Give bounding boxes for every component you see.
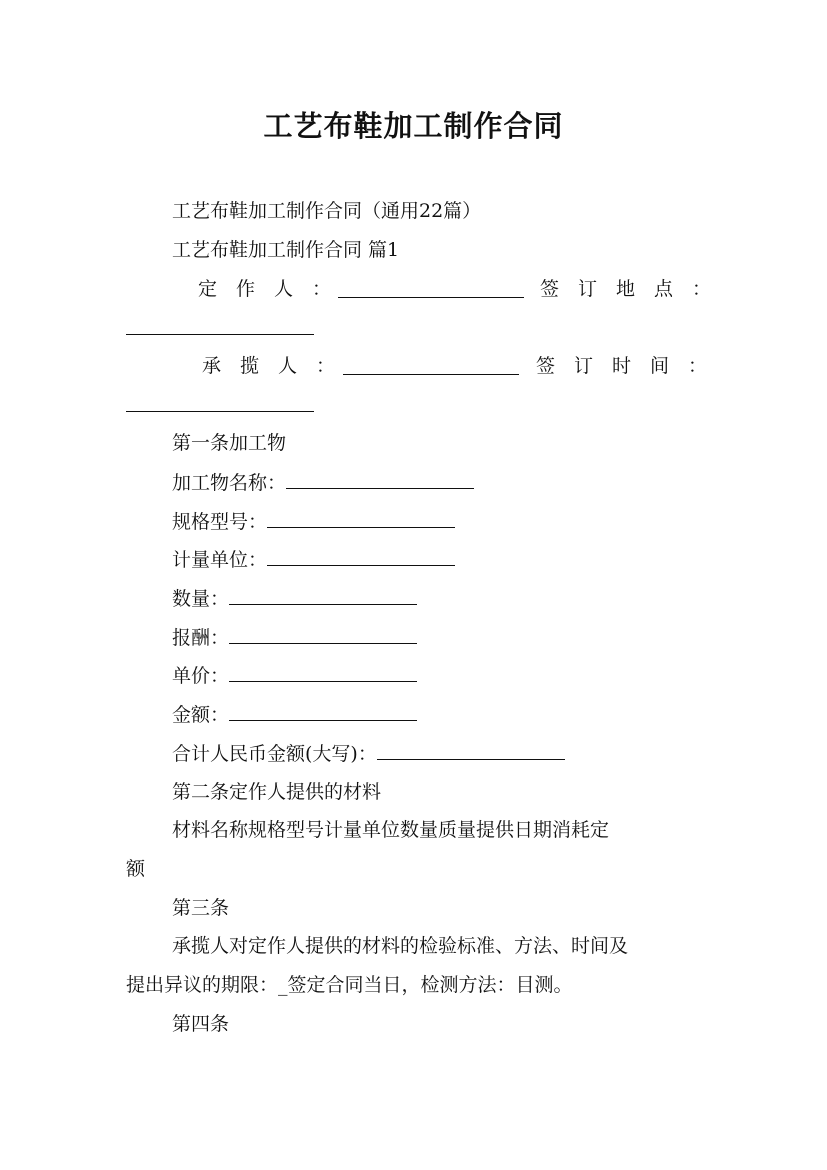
field-unit-price bbox=[172, 663, 417, 688]
field-total-rmb bbox=[172, 741, 565, 766]
article3-heading: 第三条 bbox=[172, 897, 230, 919]
field-blank[interactable] bbox=[377, 741, 565, 760]
field-amount bbox=[172, 702, 417, 727]
party2-time-blank[interactable] bbox=[126, 393, 314, 418]
document-subtitle: 工艺布鞋加工制作合同（通用22篇） bbox=[172, 200, 482, 222]
field-label: 合计人民币金额(大写)： bbox=[172, 743, 377, 765]
party2-label: 承 揽 人 ： bbox=[202, 355, 336, 377]
article4-heading: 第四条 bbox=[172, 1013, 230, 1035]
field-blank[interactable] bbox=[267, 509, 455, 528]
field-label: 数量： bbox=[172, 588, 230, 610]
field-blank[interactable] bbox=[267, 547, 455, 566]
field-label: 金额： bbox=[172, 704, 230, 726]
party1-place-label: 签 订 地 点 ： bbox=[540, 278, 712, 300]
article2-text-line1: 材料名称规格型号计量单位数量质量提供日期消耗定 bbox=[172, 819, 610, 841]
field-quantity bbox=[172, 586, 417, 611]
field-blank[interactable] bbox=[286, 470, 474, 489]
section-heading: 工艺布鞋加工制作合同 篇1 bbox=[172, 239, 400, 261]
party2-row bbox=[126, 354, 708, 378]
field-label: 报酬： bbox=[172, 627, 230, 649]
party1-place-blank[interactable] bbox=[126, 316, 314, 341]
article3-text-line1: 承揽人对定作人提供的材料的检验标准、方法、时间及 bbox=[172, 935, 629, 957]
field-blank[interactable] bbox=[229, 625, 417, 644]
document-title: 工艺布鞋加工制作合同 bbox=[263, 109, 564, 143]
article2-heading: 第二条定作人提供的材料 bbox=[172, 781, 382, 803]
article2-text-line2: 额 bbox=[126, 858, 146, 880]
field-blank[interactable] bbox=[229, 702, 417, 721]
field-remuneration bbox=[172, 625, 417, 650]
field-spec-model bbox=[172, 509, 455, 534]
party2-time-label: 签 订 时 间 ： bbox=[536, 355, 708, 377]
field-label: 单价： bbox=[172, 665, 230, 687]
field-label: 加工物名称： bbox=[172, 472, 287, 494]
party1-row bbox=[126, 277, 712, 301]
article3-text-line2: 提出异议的期限：_签定合同当日，检测方法：目测。 bbox=[126, 974, 573, 996]
field-blank[interactable] bbox=[229, 663, 417, 682]
field-label: 规格型号： bbox=[172, 511, 268, 533]
article1-heading: 第一条加工物 bbox=[172, 432, 287, 454]
field-label: 计量单位： bbox=[172, 549, 268, 571]
field-blank[interactable] bbox=[229, 586, 417, 605]
party1-label: 定 作 人 ： bbox=[198, 278, 332, 300]
field-item-name bbox=[172, 470, 474, 495]
field-unit bbox=[172, 547, 455, 572]
